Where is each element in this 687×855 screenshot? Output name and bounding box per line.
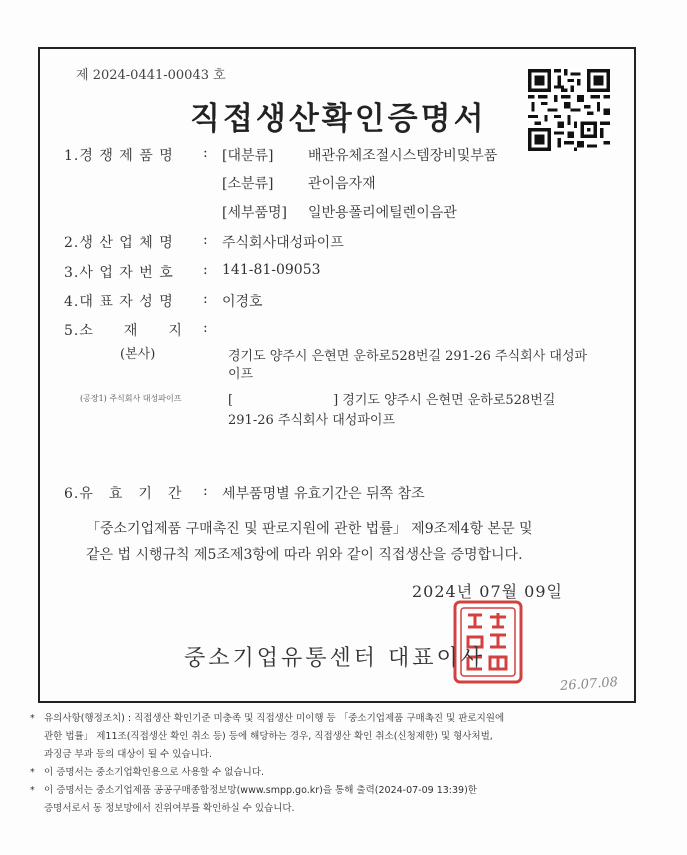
company-value: 주식회사대성파이프 (222, 235, 344, 251)
major-category-value: 배관유체조절시스템장비및부품 (308, 148, 498, 164)
note-line: 증명서로서 동 정보망에서 진위여부를 확인하실 수 있습니다. (44, 803, 295, 814)
headquarters-label: (본사) (120, 347, 156, 362)
handwritten-date: 26.07.08 (559, 674, 619, 695)
business-number-label: 3.사 업 자 번 호 (64, 265, 174, 281)
company-label: 2.생 산 업 체 명 (64, 235, 174, 251)
ceo-label: 4.대 표 자 성 명 (64, 294, 174, 310)
minor-category-value: 관이음자재 (308, 176, 376, 192)
note-line: * 이 증명서는 중소기업제품 공공구매종합정보망(www.smpp.go.kr)을 통해 출력(2024-07-09 13:39)한 (30, 785, 477, 796)
headquarters-address-line1: 경기도 양주시 은현면 운하로528번길 291-26 주식회사 대성파 (228, 349, 588, 364)
colon: : (203, 291, 208, 307)
note-line: 관한 법률」 제11조(직접생산 확인 취소 등) 등에 해당하는 경우, 직접생산 확인 취소(신청제한) 및 형사처벌, (44, 731, 493, 742)
factory-address-line2: 291-26 주식회사 대성파이프 (228, 413, 396, 428)
colon: : (203, 262, 208, 278)
statement-line2: 같은 법 시행규칙 제5조제3항에 따라 위와 같이 직접생산을 증명합니다. (86, 547, 523, 563)
issuer-name: 중소기업유통센터 대표이사 (184, 646, 486, 671)
notes-section (30, 710, 660, 818)
certificate-number: 제 2024-0441-00043 호 (76, 68, 226, 83)
headquarters-address-line2: 이프 (228, 367, 254, 382)
issue-date: 2024년 07월 09일 (412, 582, 563, 601)
detail-product-value: 일반용폴리에틸렌이음관 (308, 205, 457, 221)
colon: : (203, 232, 208, 248)
colon: : (203, 320, 208, 336)
note-line: * 이 증명서는 중소기업확인용으로 사용할 수 없습니다. (30, 767, 265, 778)
minor-category-tag: [소분류] (222, 176, 274, 192)
validity-value: 세부품명별 유효기간은 뒤쪽 참조 (222, 486, 425, 502)
detail-product-tag: [세부품명] (222, 205, 288, 221)
note-line: 과징금 부과 등의 대상이 될 수 있습니다. (44, 749, 212, 760)
qr-code-icon (528, 69, 610, 151)
factory-address-line1: [ ] 경기도 양주시 은현면 운하로528번길 (228, 393, 556, 408)
colon: : (203, 483, 208, 499)
factory-label: (공장1) 주식회사 대성파이프 (80, 394, 182, 403)
certificate-frame (38, 47, 636, 703)
business-number-value: 141-81-09053 (222, 262, 321, 278)
major-category-tag: [대분류] (222, 148, 274, 164)
note-line: * 유의사항(행정조치) : 직접생산 확인기준 미충족 및 직접생산 미이행 등 「중소기업제품 구매촉진 및 판로지원에 (30, 713, 505, 724)
certificate-title: 직접생산확인증명서 (190, 101, 487, 137)
statement-line1: 「중소기업제품 구매촉진 및 판로지원에 관한 법률」 제9조제4항 본문 및 (86, 521, 533, 537)
address-label: 5.소 재 지 (64, 323, 183, 339)
colon: : (203, 145, 208, 161)
validity-label: 6.유 효 기 간 (64, 486, 183, 502)
ceo-value: 이경호 (222, 294, 263, 310)
product-label: 1.경 쟁 제 품 명 (64, 148, 174, 164)
